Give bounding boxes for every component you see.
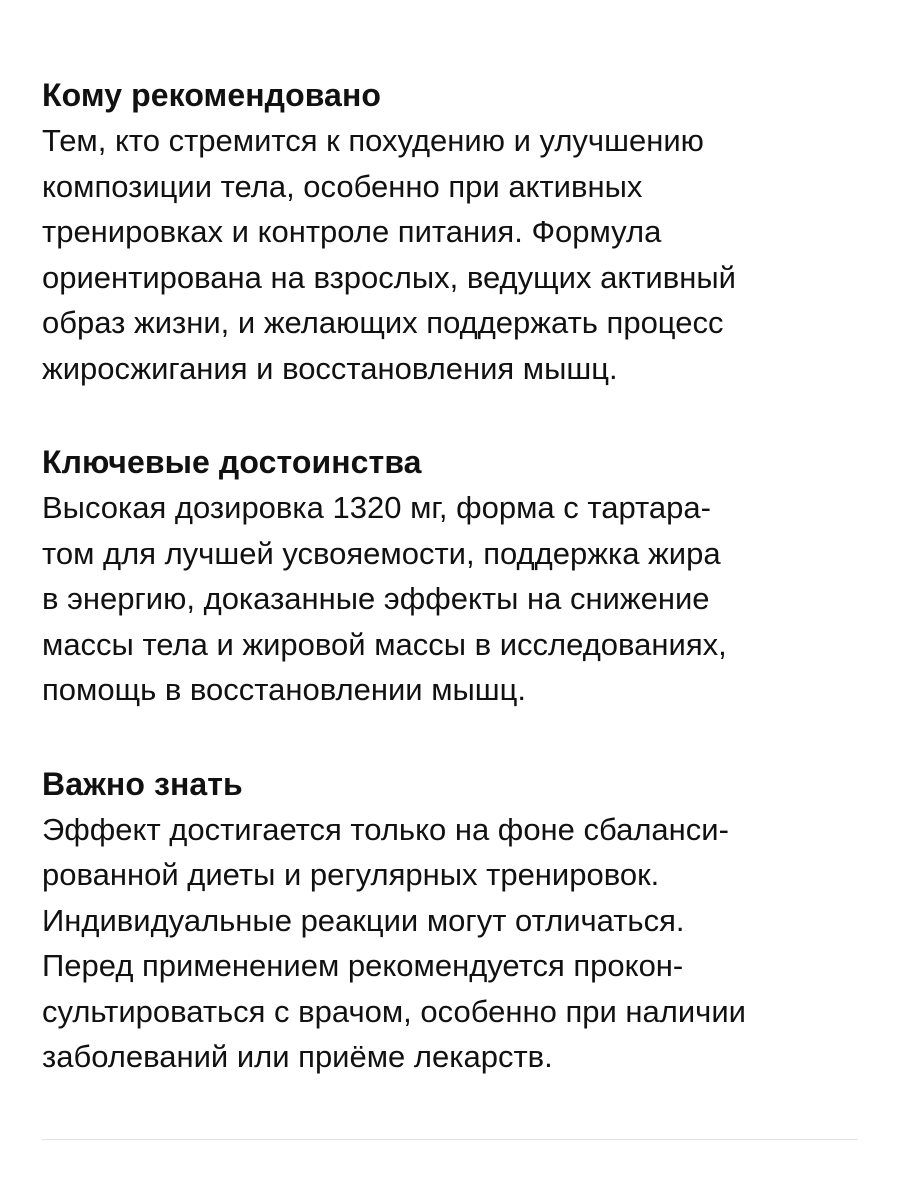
text-line: Эффект достигается только на фоне сбаланси- — [42, 811, 729, 847]
section-recommended-for — [42, 76, 872, 391]
text-line: том для лучшей усвояемости, поддержка жира — [42, 535, 721, 571]
section-title: Кому рекомендовано — [42, 77, 382, 113]
text-line: рованной диеты и регулярных тренировок. — [42, 857, 660, 892]
text-line: массы тела и жировой массы в исследованиях, — [42, 626, 727, 662]
text-line: образ жизни, и желающих поддержать процесс — [42, 305, 724, 340]
bottom-divider — [42, 1139, 858, 1140]
text-line: Индивидуальные реакции могут отличаться. — [42, 902, 685, 938]
section-important-to-know — [42, 765, 872, 1080]
text-line: помощь в восстановлении мышц. — [42, 672, 527, 707]
section-key-advantages — [42, 443, 872, 713]
article-content — [42, 76, 872, 1132]
text-line: жиросжигания и восстановления мышц. — [42, 350, 618, 386]
section-title: Ключевые достоинства — [42, 444, 422, 480]
text-line: композиции тела, особенно при активных — [42, 168, 643, 204]
text-line: Тем, кто стремится к похудению и улучшению — [42, 123, 704, 158]
text-line: заболеваний или приёме лекарств. — [42, 1039, 553, 1074]
section-body — [42, 807, 872, 1080]
section-body — [42, 485, 872, 713]
text-line: Высокая дозировка 1320 мг, форма с тартара- — [42, 490, 711, 525]
section-body — [42, 118, 872, 391]
text-line: сультироваться с врачом, особенно при наличии — [42, 993, 746, 1029]
text-line: тренировках и контроле питания. Формула — [42, 214, 662, 249]
text-line: ориентирована на взрослых, ведущих активный — [42, 259, 736, 295]
text-line: в энергию, доказанные эффекты на снижение — [42, 581, 710, 616]
text-line: Перед применением рекомендуется прокон- — [42, 948, 684, 983]
section-title: Важно знать — [42, 765, 243, 802]
